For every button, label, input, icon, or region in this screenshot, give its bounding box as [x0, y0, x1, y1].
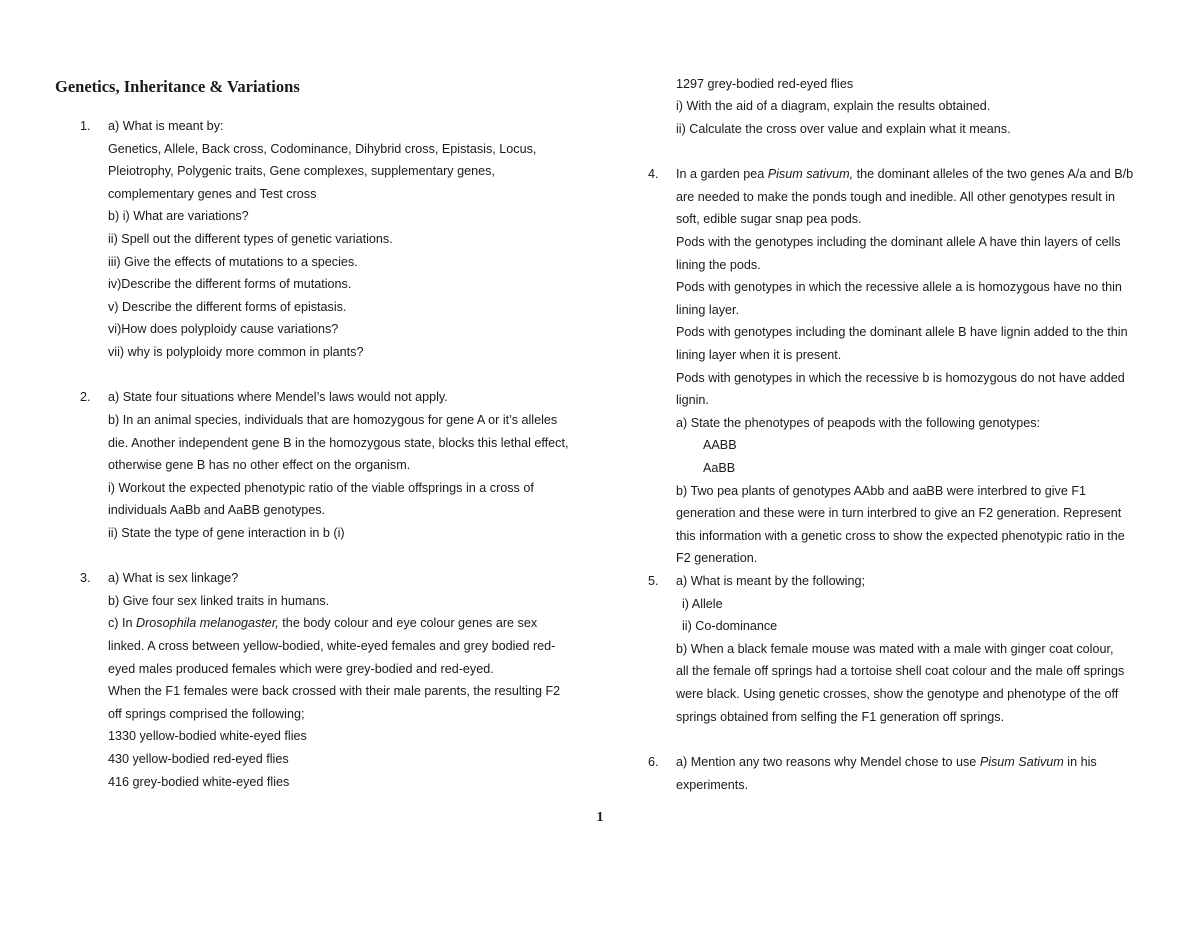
text-line: all the female off springs had a tortoise shell coat colour and the male off springs — [676, 664, 1125, 678]
text-line: lining layer. — [676, 303, 740, 317]
text-line: vi)How does polyploidy cause variations? — [108, 322, 339, 336]
text-line: Pods with genotypes in which the recessive b is homozygous do not have added — [676, 371, 1125, 385]
text-line: Genetics, Allele, Back cross, Codominance, Dihybrid cross, Epistasis, Locus, — [108, 142, 537, 156]
text-line: ii) Spell out the different types of genetic variations. — [108, 232, 393, 246]
text-line: b) Give four sex linked traits in humans. — [108, 594, 330, 608]
text-line: iv)Describe the different forms of mutations. — [108, 277, 352, 291]
text-line: Pods with genotypes including the dominant allele B have lignin added to the thin — [676, 325, 1128, 339]
text-line: 430 yellow-bodied red-eyed flies — [108, 752, 289, 766]
text-line: complementary genes and Test cross — [108, 187, 317, 201]
question-number: 4. — [648, 167, 659, 181]
text-line: ii) Co-dominance — [682, 619, 778, 633]
text-line: springs obtained from selfing the F1 generation off springs. — [676, 710, 1005, 724]
text-line: were black. Using genetic crosses, show the genotype and phenotype of the off — [676, 687, 1119, 701]
text-line: 1330 yellow-bodied white-eyed flies — [108, 729, 307, 743]
text-line: i) With the aid of a diagram, explain the results obtained. — [676, 99, 991, 113]
text-line: vii) why is polyploidy more common in plants? — [108, 345, 364, 359]
text-line: a) Mention any two reasons why Mendel chose to use Pisum Sativum in his — [676, 755, 1097, 769]
text-line: a) What is meant by the following; — [676, 574, 865, 588]
text-line: 1297 grey-bodied red-eyed flies — [676, 77, 854, 91]
text-line: a) State four situations where Mendel’s laws would not apply. — [108, 390, 448, 404]
text-line: AaBB — [703, 461, 736, 475]
text-line: i) Workout the expected phenotypic ratio of the viable offsprings in a cross of — [108, 481, 534, 495]
text-line: individuals AaBb and AaBB genotypes. — [108, 503, 326, 517]
text-line: otherwise gene B has no other effect on the organism. — [108, 458, 411, 472]
text-line: a) What is meant by: — [108, 119, 224, 133]
text-line: linked. A cross between yellow-bodied, white-eyed females and grey bodied red- — [108, 639, 556, 653]
text-line: a) What is sex linkage? — [108, 571, 239, 585]
text-line: b) i) What are variations? — [108, 209, 249, 223]
text-line: die. Another independent gene B in the homozygous state, blocks this lethal effect, — [108, 436, 569, 450]
document-title: Genetics, Inheritance & Variations — [55, 77, 300, 96]
text-line: soft, edible sugar snap pea pods. — [676, 212, 862, 226]
question-number: 1. — [80, 119, 91, 133]
text-line: Pleiotrophy, Polygenic traits, Gene complexes, supplementary genes, — [108, 164, 495, 178]
text-line: lignin. — [676, 393, 709, 407]
text-line: 416 grey-bodied white-eyed flies — [108, 775, 290, 789]
text-line: generation and these were in turn interbred to give an F2 generation. Represent — [676, 506, 1122, 520]
text-line: b) In an animal species, individuals that are homozygous for gene A or it’s alleles — [108, 413, 558, 427]
text-line: experiments. — [676, 778, 749, 792]
text-line: Pods with the genotypes including the dominant allele A have thin layers of cells — [676, 235, 1121, 249]
text-line: c) In Drosophila melanogaster, the body colour and eye colour genes are sex — [108, 616, 538, 630]
text-line: b) Two pea plants of genotypes AAbb and aaBB were interbred to give F1 — [676, 484, 1087, 498]
text-line: Pods with genotypes in which the recessive allele a is homozygous have no thin — [676, 280, 1122, 294]
text-line: v) Describe the different forms of epistasis. — [108, 300, 347, 314]
text-line: eyed males produced females which were grey-bodied and red-eyed. — [108, 662, 494, 676]
page-number: 1 — [596, 810, 604, 825]
question-number: 5. — [648, 574, 659, 588]
text-line: iii) Give the effects of mutations to a species. — [108, 255, 358, 269]
text-line: AABB — [703, 438, 737, 452]
text-line: this information with a genetic cross to show the expected phenotypic ratio in the — [676, 529, 1125, 543]
text-line: lining the pods. — [676, 258, 761, 272]
text-line: In a garden pea Pisum sativum, the dominant alleles of the two genes A/a and B/b — [676, 167, 1134, 181]
text-line: ii) Calculate the cross over value and explain what it means. — [676, 122, 1011, 136]
text-line: a) State the phenotypes of peapods with the following genotypes: — [676, 416, 1041, 430]
text-line: ii) State the type of gene interaction in b (i) — [108, 526, 345, 540]
text-line: b) When a black female mouse was mated with a male with ginger coat colour, — [676, 642, 1114, 656]
text-line: lining layer when it is present. — [676, 348, 842, 362]
text-line: F2 generation. — [676, 551, 758, 565]
text-line: are needed to make the ponds tough and inedible. All other genotypes result in — [676, 190, 1115, 204]
text-line: off springs comprised the following; — [108, 707, 305, 721]
text-line: When the F1 females were back crossed with their male parents, the resulting F2 — [108, 684, 561, 698]
question-number: 3. — [80, 571, 91, 585]
question-number: 6. — [648, 755, 659, 769]
text-line: i) Allele — [682, 597, 723, 611]
question-number: 2. — [80, 390, 91, 404]
